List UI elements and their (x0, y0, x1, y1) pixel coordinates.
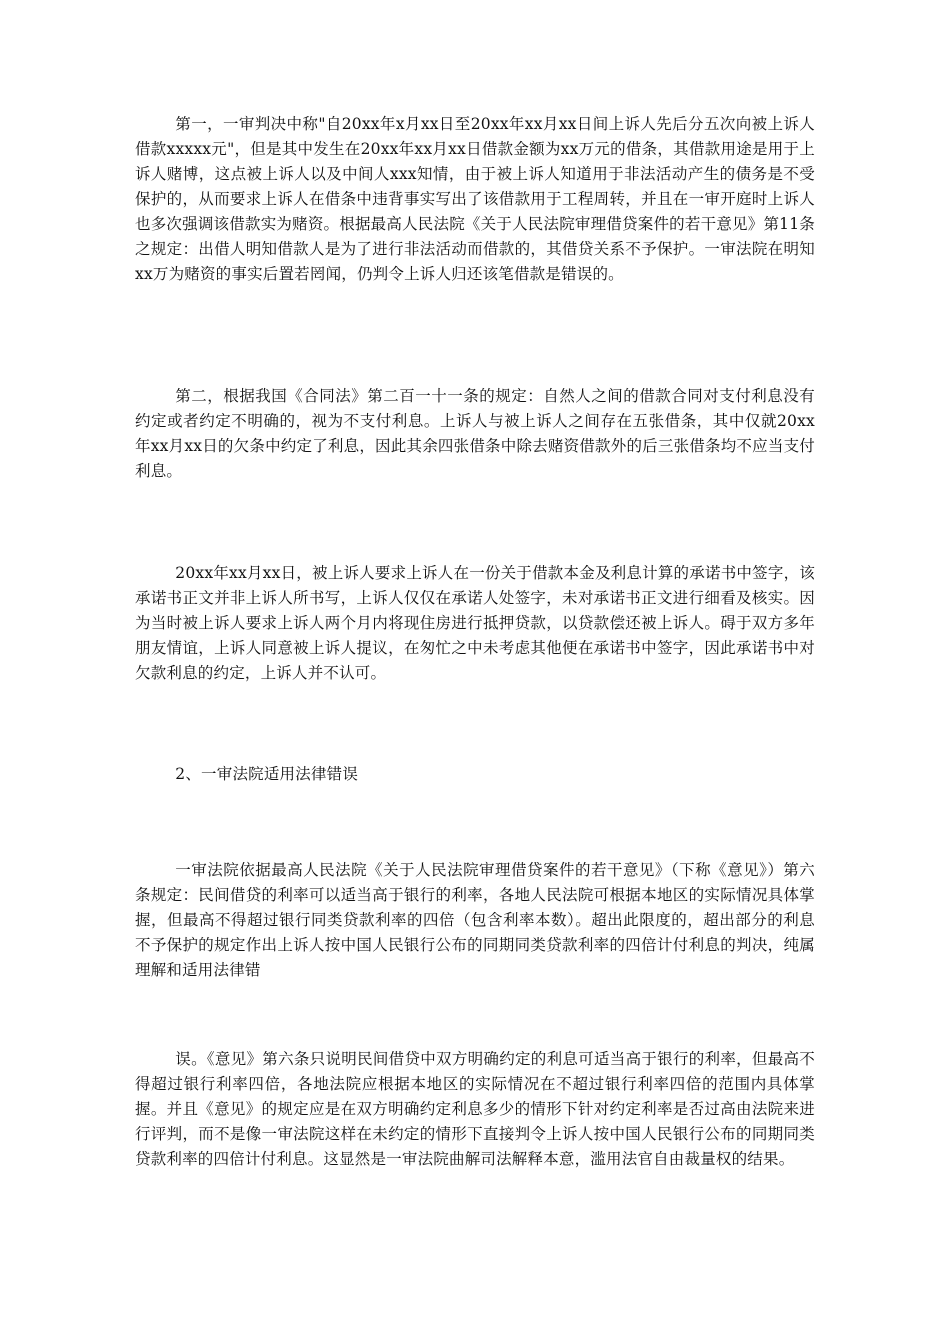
section-heading-law-application-error: 2、一审法院适用法律错误 (175, 765, 359, 783)
paragraph-opinion-interpretation: 误。《意见》第六条只说明民间借贷中双方明确约定的利息可适当高于银行的利率，但最高不得超过银行利率四倍，各地法院应根据本地区的实际情况在不超过银行利率四倍的范围内具体掌握。并且《意见》的规定应是在双方明确约定利息多少的情形下针对约定利率是否过高由法院来进行评判，而不是像一审法院这样在未约定的情形下直接判令上诉人按中国人民银行公布的同期同类贷款利率的四倍计付利息。这显然是一审法院曲解司法解释本意，滥用法官自由裁量权的结果。 (135, 1050, 815, 1168)
paragraph-gambling-loan: 第一，一审判决中称"自20xx年x月xx日至20xx年xx月xx日间上诉人先后分五次向被上诉人借款xxxxx元"，但是其中发生在20xx年xx月xx日借款金额为xx万元的借条，其借款用途是用于上诉人赌博，这点被上诉人以及中间人xxx知情，由于被上诉人知道用于非法活动产生的债务是不受保护的，从而要求上诉人在借条中违背事实写出了该借款用于工程周转，并且在一审开庭时上诉人也多次强调该借款实为赌资。根据最高人民法院《关于人民法院审理借贷案件的若干意见》第11条之规定：出借人明知借款人是为了进行非法活动而借款的，其借贷关系不予保护。一审法院在明知xx万为赌资的事实后置若罔闻，仍判令上诉人归还该笔借款是错误的。 (135, 115, 815, 283)
paragraph-first-instance-opinion: 一审法院依据最高人民法院《关于人民法院审理借贷案件的若干意见》（下称《意见》）第六条规定：民间借贷的利率可以适当高于银行的利率，各地人民法院可根据本地区的实际情况具体掌握，但最高不得超过银行同类贷款利率的四倍（包含利率本数）。超出此限度的，超出部分的利息不予保护的规定作出上诉人按中国人民银行公布的同期同类贷款利率的四倍计付利息的判决，纯属理解和适用法律错 (135, 861, 815, 979)
paragraph-commitment-letter: 20xx年xx月xx日，被上诉人要求上诉人在一份关于借款本金及利息计算的承诺书中签字，该承诺书正文并非上诉人所书写，上诉人仅仅在承诺人处签字，未对承诺书正文进行细看及核实。因为当时被上诉人要求上诉人两个月内将现住房进行抵押贷款，以贷款偿还被上诉人。碍于双方多年朋友情谊，上诉人同意被上诉人提议，在匆忙之中未考虑其他便在承诺书中签字，因此承诺书中对欠款利息的约定，上诉人并不认可。 (135, 564, 815, 682)
paragraph-interest-contract-law: 第二，根据我国《合同法》第二百一十一条的规定：自然人之间的借款合同对支付利息没有约定或者约定不明确的，视为不支付利息。上诉人与被上诉人之间存在五张借条，其中仅就20xx年xx月xx日的欠条中约定了利息，因此其余四张借条中除去赌资借款外的后三张借条均不应当支付利息。 (135, 387, 815, 480)
